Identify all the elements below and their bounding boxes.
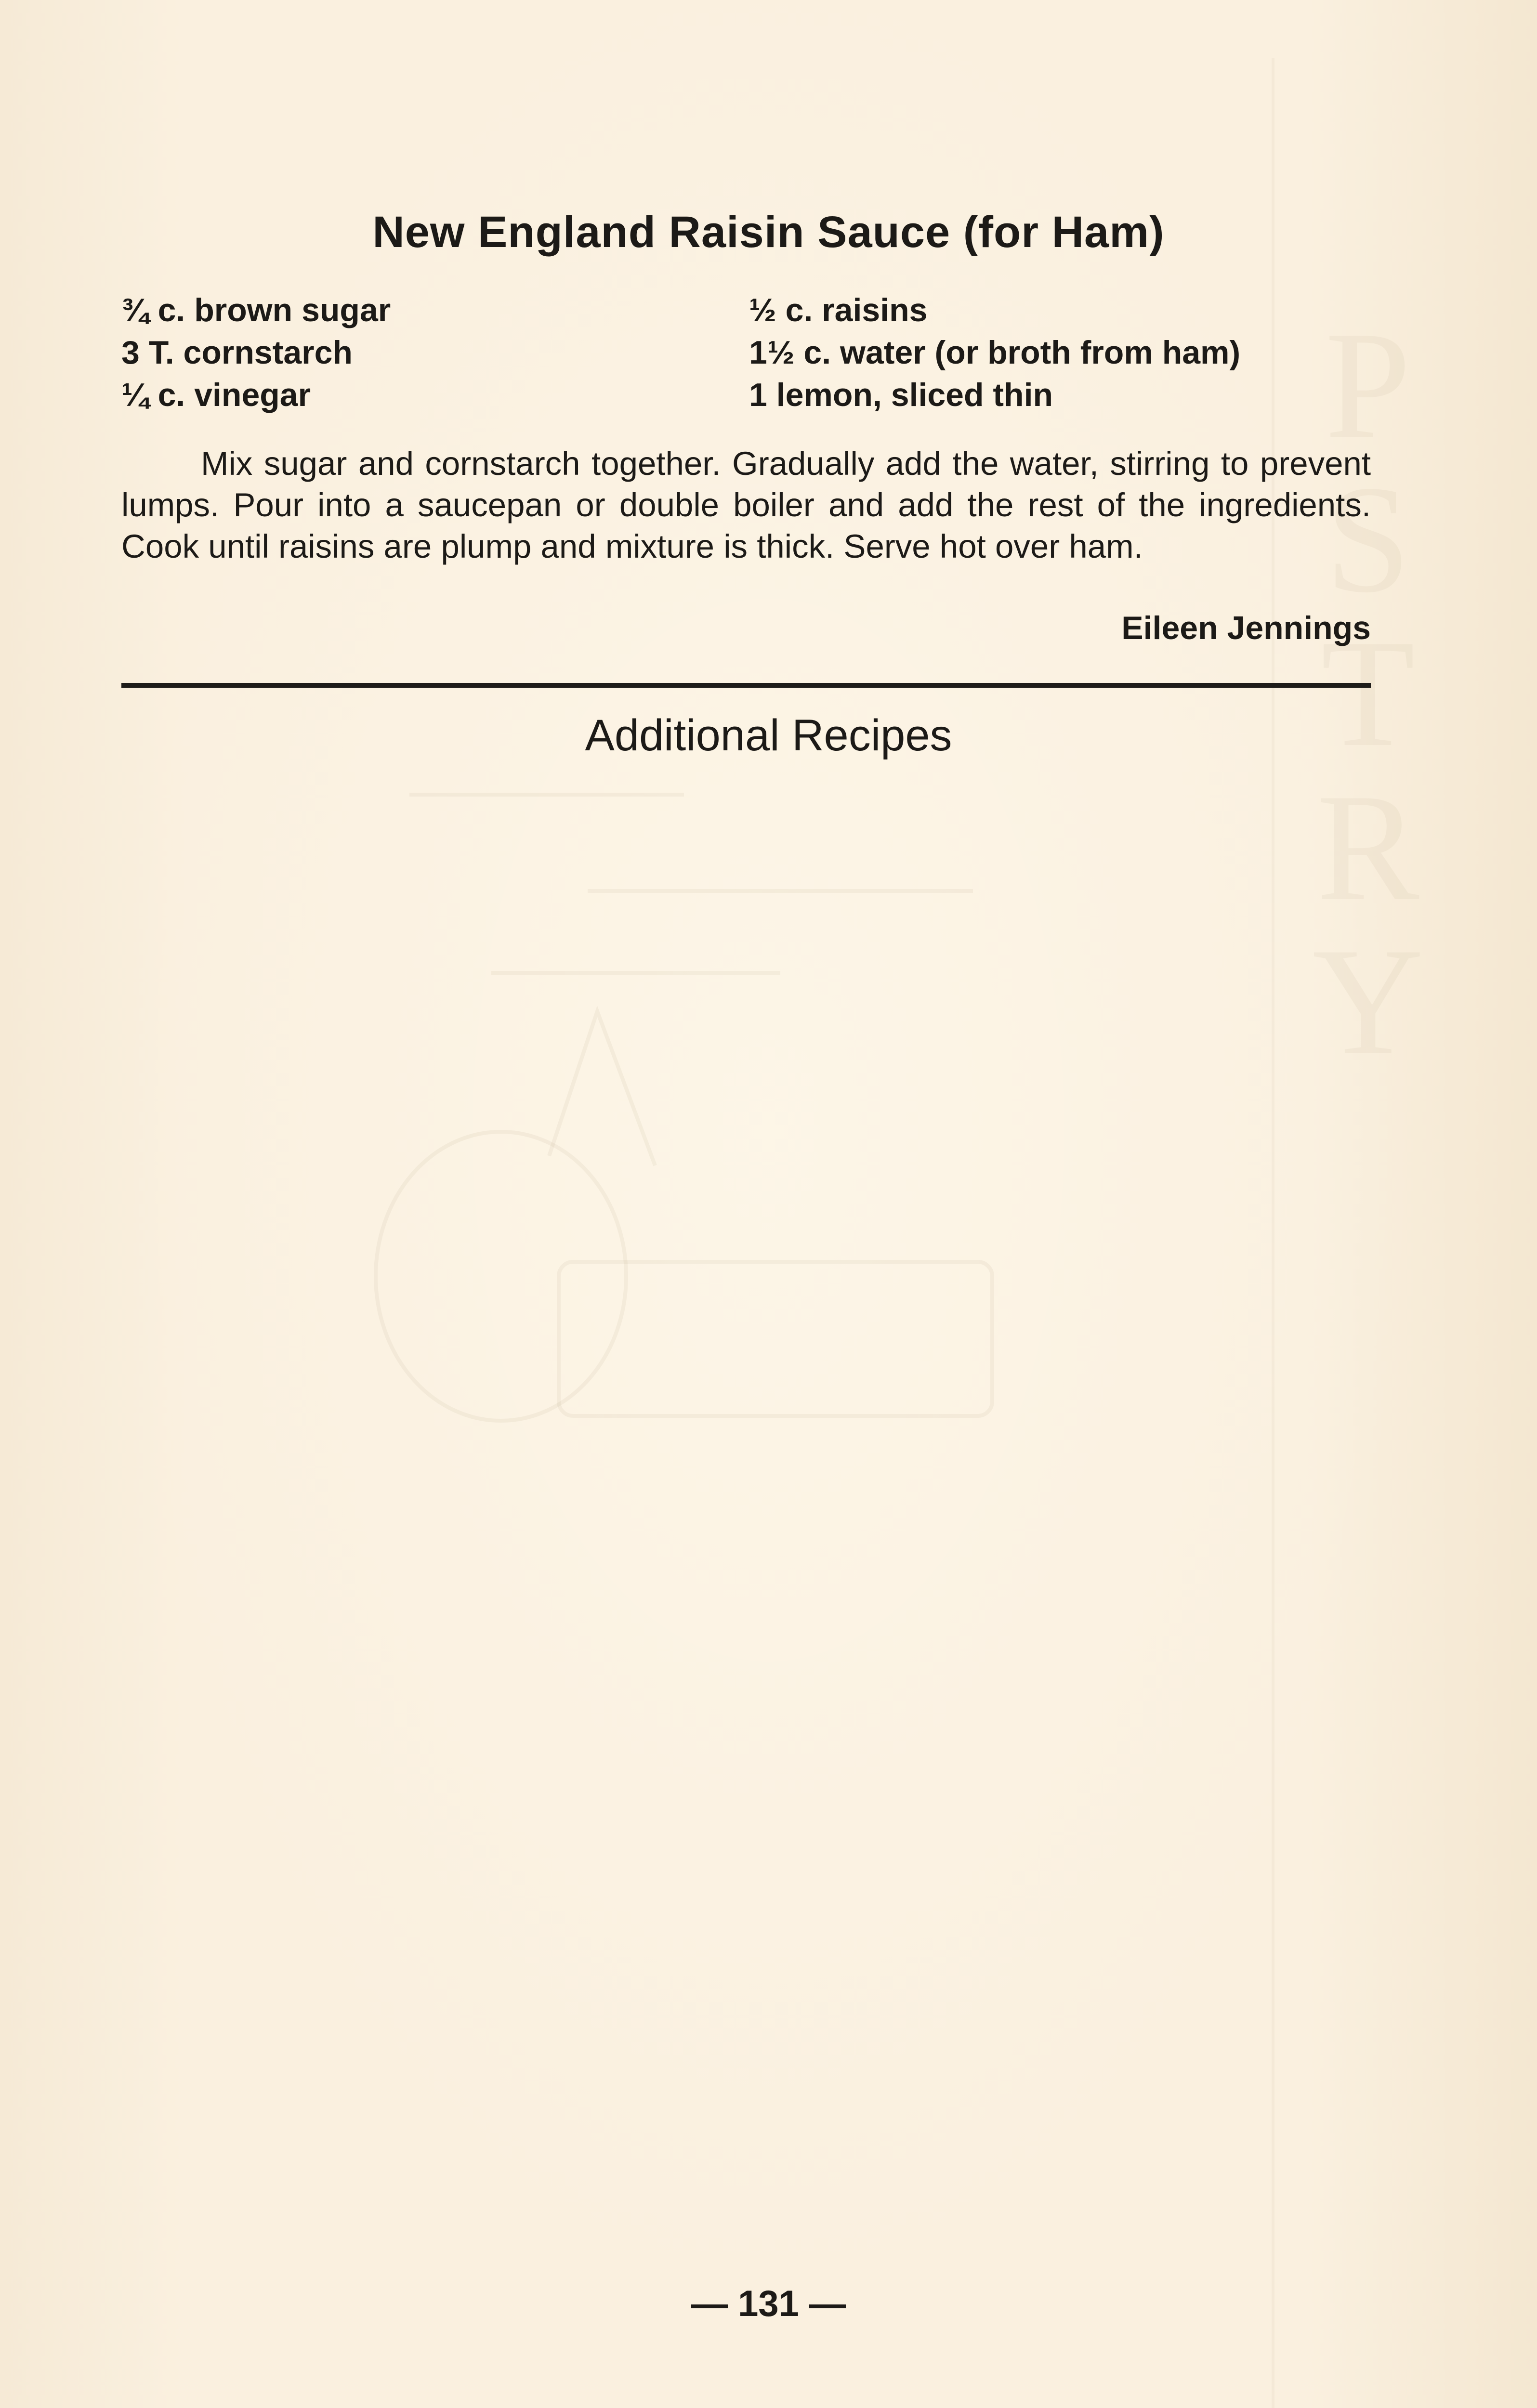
page-number: — 131 —	[691, 2283, 846, 2324]
recipe-title: New England Raisin Sauce (for Ham)	[372, 208, 1165, 257]
section-divider	[121, 683, 1371, 688]
recipe-instructions: Mix sugar and cornstarch together. Gradually add the water, stirring to prevent lumps. Pour into a saucepan or double boiler and add the rest of the ingredients. Cook until raisins are plump and mixture is thick. Serve hot over ham.	[121, 445, 1371, 565]
recipe-author: Eileen Jennings	[1121, 610, 1371, 646]
ingredient-item: 3 T. cornstarch	[121, 334, 353, 371]
section-title: Additional Recipes	[585, 711, 952, 760]
show-through-illustration	[347, 771, 1069, 1493]
ingredient-item: ¼ c. vinegar	[121, 377, 311, 413]
ingredients-column-left	[121, 289, 699, 416]
ingredient-item: 1½ c. water (or broth from ham)	[749, 334, 1241, 371]
ingredients-column-right	[749, 289, 1423, 416]
ingredient-item: ½ c. raisins	[749, 292, 928, 328]
ingredient-item: 1 lemon, sliced thin	[749, 377, 1053, 413]
show-through-letters: P S T R Y	[1312, 300, 1424, 1087]
ingredient-item: ¾ c. brown sugar	[121, 292, 391, 328]
